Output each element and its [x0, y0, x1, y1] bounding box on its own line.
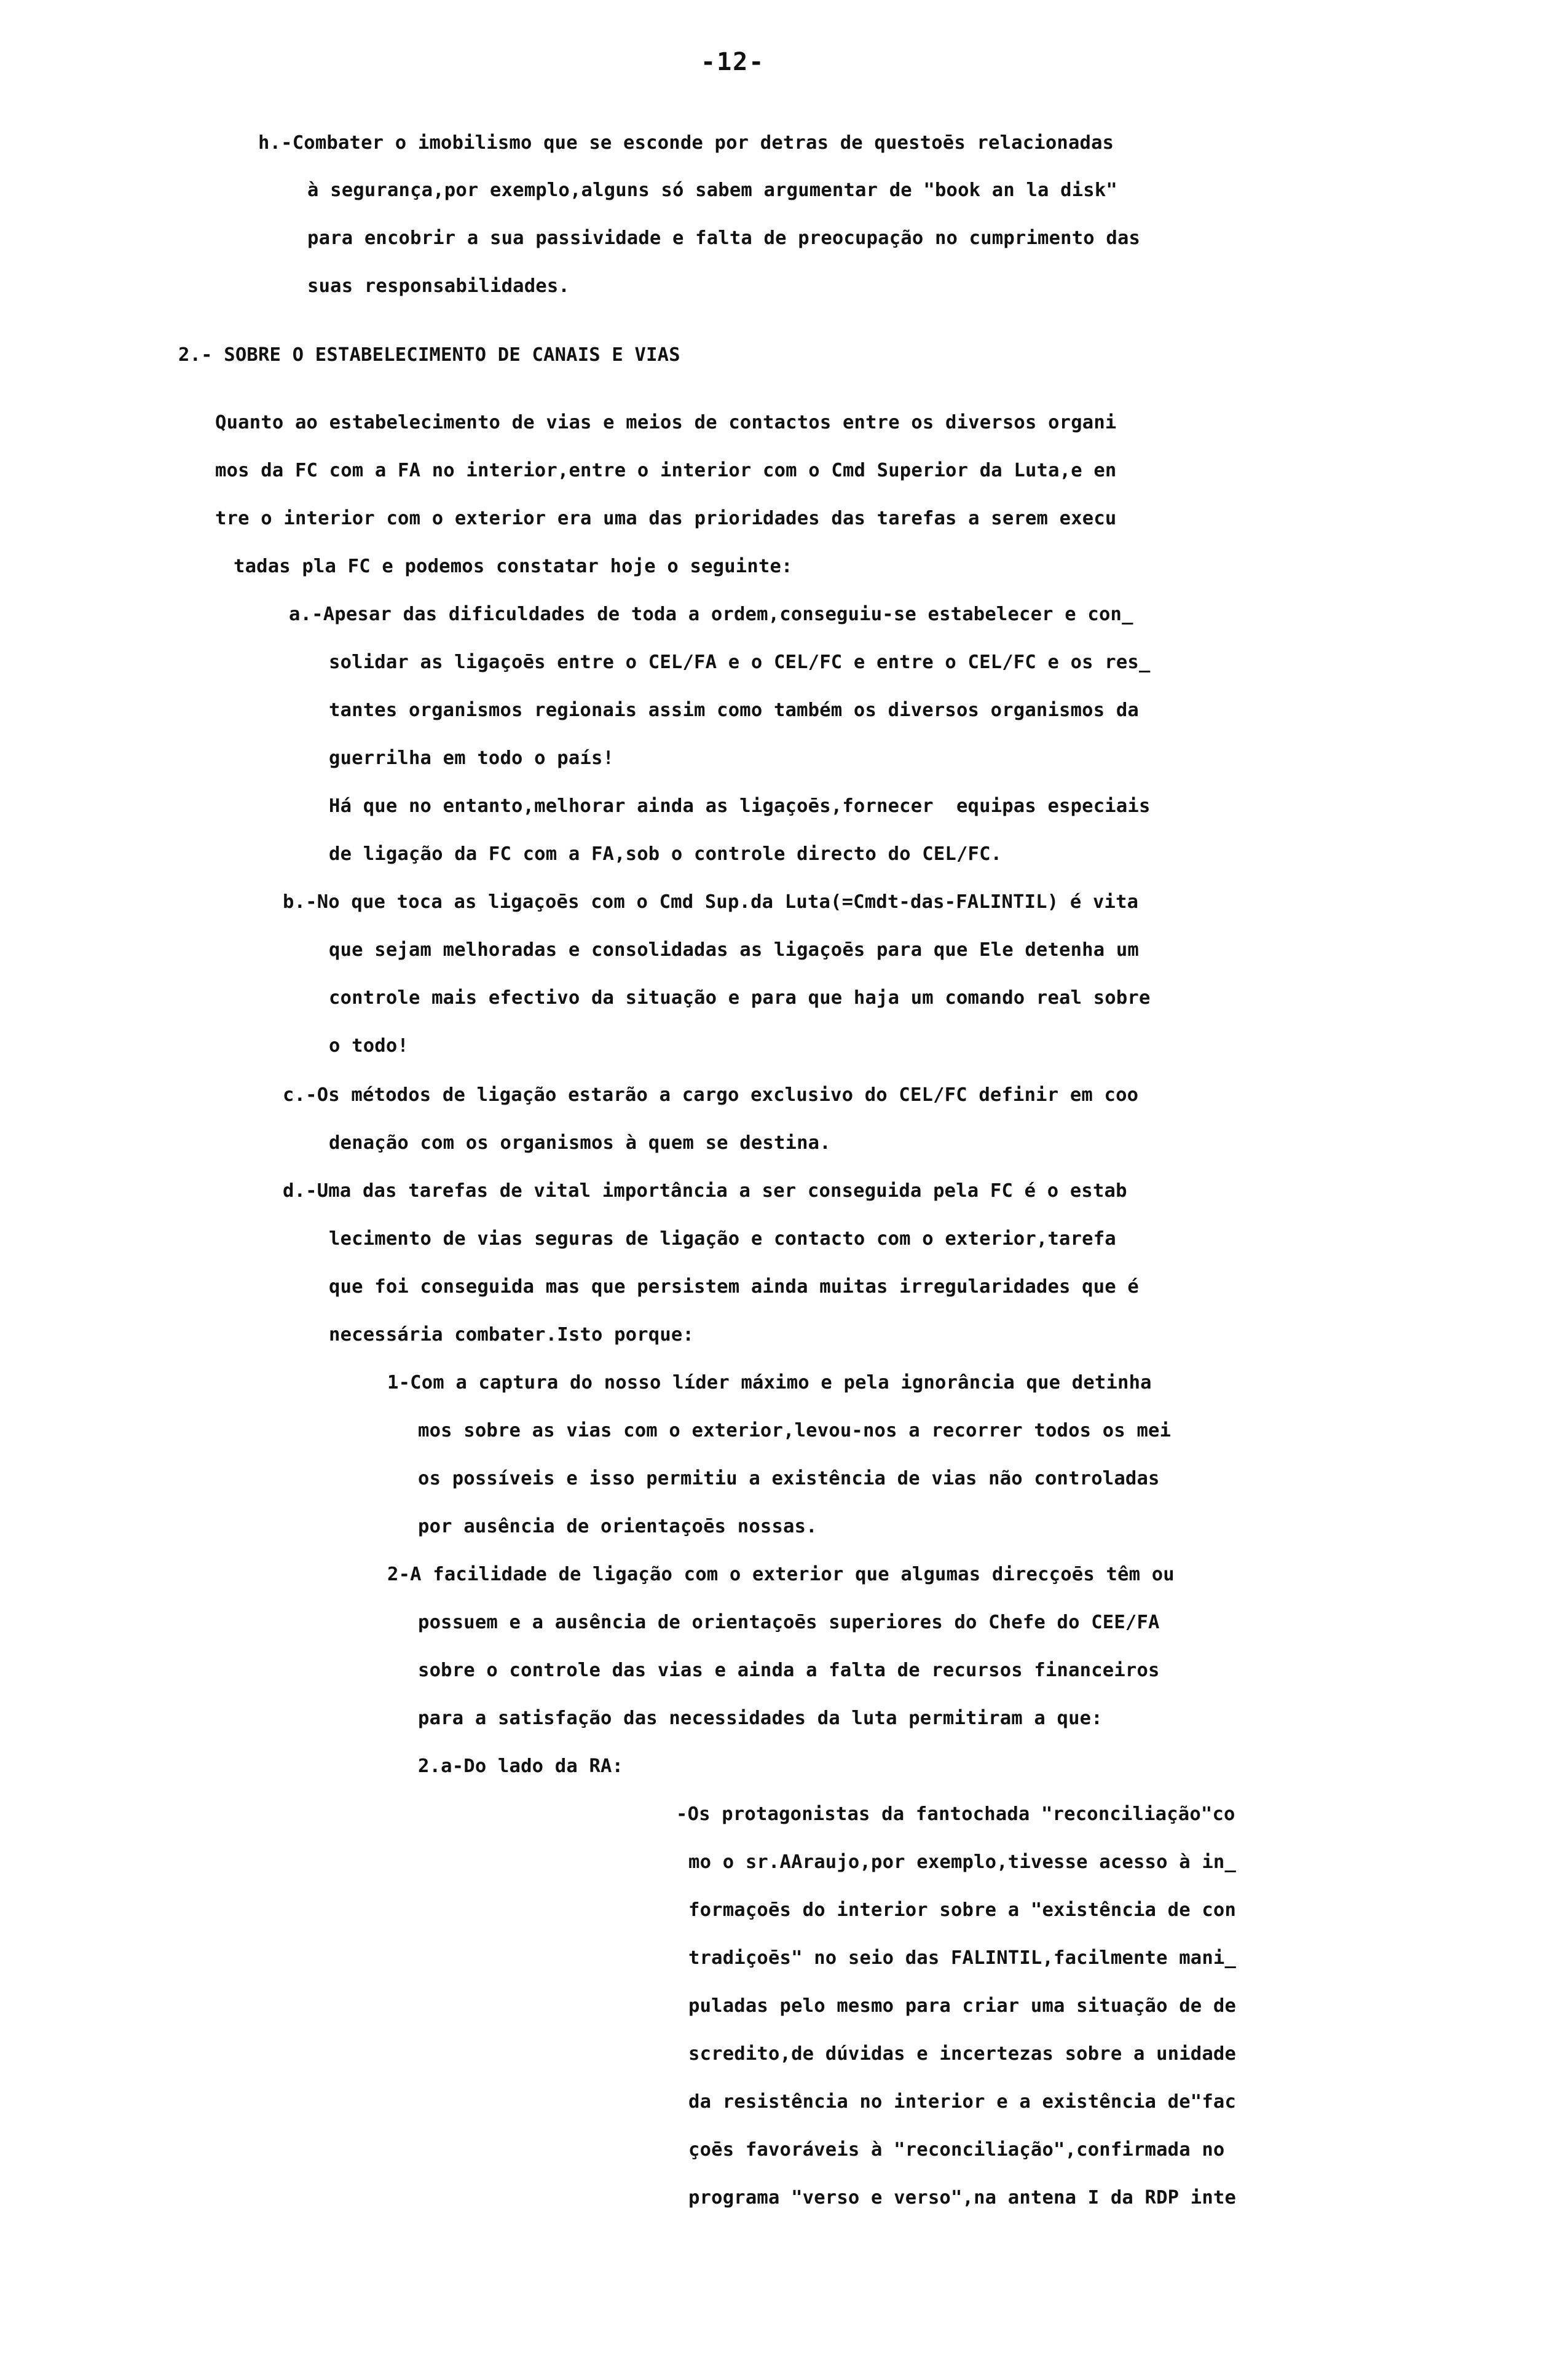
point-2a-line-6: scredito,de dúvidas e incertezas sobre a unidade — [688, 2043, 1237, 2065]
item-a-line-3: tantes organismos regionais assim como também os diversos organismos da — [329, 699, 1139, 721]
item-b-line-3: controle mais efectivo da situação e para que haja um comando real sobre — [329, 987, 1151, 1009]
point-2a-line-4: tradiçoēs" no seio das FALINTIL,facilmente mani_ — [688, 1947, 1237, 1969]
point-2a-line-5: puladas pelo mesmo para criar uma situação de de — [688, 1995, 1237, 2017]
point-2-line-1: 2-A facilidade de ligação com o exterior que algumas direcçoēs têm ou — [387, 1564, 1175, 1585]
point-2a-line-1: -Os protagonistas da fantochada "reconciliação"co — [676, 1803, 1235, 1825]
item-c-line-1: c.-Os métodos de ligação estarão a cargo exclusivo do CEL/FC definir em coo — [283, 1084, 1139, 1106]
item-d-line-4: necessária combater.Isto porque: — [329, 1324, 695, 1346]
section-h-line-1: h.-Combater o imobilismo que se esconde por detras de questoēs relacionadas — [258, 132, 1114, 154]
page-number: -12- — [701, 48, 765, 76]
point-2-line-4: para a satisfação das necessidades da luta permitiram a que: — [418, 1708, 1103, 1729]
item-b-line-1: b.-No que toca as ligaçoēs com o Cmd Sup.da Luta(=Cmdt-das-FALINTIL) é vita — [283, 891, 1139, 913]
intro-line-2: mos da FC com a FA no interior,entre o interior com o Cmd Superior da Luta,e en — [215, 460, 1117, 481]
point-2a-line-9: programa "verso e verso",na antena I da RDP inte — [688, 2187, 1237, 2209]
item-d-line-1: d.-Uma das tarefas de vital importância a ser conseguida pela FC é o estab — [283, 1180, 1127, 1202]
item-a-line-1: a.-Apesar das dificuldades de toda a ordem,conseguiu-se estabelecer e con_ — [289, 604, 1133, 625]
item-a-line-4: guerrilha em todo o país! — [329, 747, 615, 769]
point-2-line-3: sobre o controle das vias e ainda a falta de recursos financeiros — [418, 1660, 1160, 1681]
point-2a-line-7: da resistência no interior e a existência de"fac — [688, 2091, 1237, 2113]
point-2-line-2: possuem e a ausência de orientaçoēs superiores do Chefe do CEE/FA — [418, 1612, 1160, 1633]
point-1-line-2: mos sobre as vias com o exterior,levou-nos a recorrer todos os mei — [418, 1420, 1172, 1441]
point-2a-line-8: çoēs favoráveis à "reconciliação",confirmada no — [688, 2139, 1225, 2161]
intro-line-3: tre o interior com o exterior era uma das prioridades das tarefas a serem execu — [215, 508, 1117, 529]
section-2-heading: 2.- SOBRE O ESTABELECIMENTO DE CANAIS E VIAS — [178, 344, 680, 366]
item-d-line-2: lecimento de vias seguras de ligação e contacto com o exterior,tarefa — [329, 1228, 1116, 1250]
item-a-line-5: Há que no entanto,melhorar ainda as ligaçoēs,fornecer equipas especiais — [329, 795, 1151, 817]
section-h-line-3: para encobrir a sua passividade e falta de preocupação no cumprimento das — [307, 227, 1141, 249]
intro-line-1: Quanto ao estabelecimento de vias e meios de contactos entre os diversos organi — [215, 412, 1117, 433]
item-b-line-2: que sejam melhoradas e consolidadas as ligaçoēs para que Ele detenha um — [329, 939, 1139, 961]
item-a-line-6: de ligação da FC com a FA,sob o controle directo do CEL/FC. — [329, 843, 1002, 865]
section-h-line-2: à segurança,por exemplo,alguns só sabem argumentar de "book an la disk" — [307, 179, 1117, 201]
point-1-line-1: 1-Com a captura do nosso líder máximo e pela ignorância que detinha — [387, 1372, 1152, 1393]
point-2a-label: 2.a-Do lado da RA: — [418, 1755, 624, 1777]
point-2a-line-2: mo o sr.AAraujo,por exemplo,tivesse acesso à in_ — [688, 1851, 1237, 1873]
point-1-line-3: os possíveis e isso permitiu a existência de vias não controladas — [418, 1468, 1160, 1489]
intro-line-4: tadas pla FC e podemos constatar hoje o seguinte: — [234, 556, 793, 577]
item-c-line-2: denação com os organismos à quem se destina. — [329, 1132, 831, 1154]
item-d-line-3: que foi conseguida mas que persistem ainda muitas irregularidades que é — [329, 1276, 1139, 1298]
point-2a-line-3: formaçoēs do interior sobre a "existência de con — [688, 1899, 1237, 1921]
item-b-line-4: o todo! — [329, 1035, 409, 1057]
item-a-line-2: solidar as ligaçoēs entre o CEL/FA e o CEL/FC e entre o CEL/FC e os res_ — [329, 652, 1151, 673]
section-h-line-4: suas responsabilidades. — [307, 275, 570, 297]
point-1-line-4: por ausência de orientaçoēs nossas. — [418, 1516, 817, 1537]
